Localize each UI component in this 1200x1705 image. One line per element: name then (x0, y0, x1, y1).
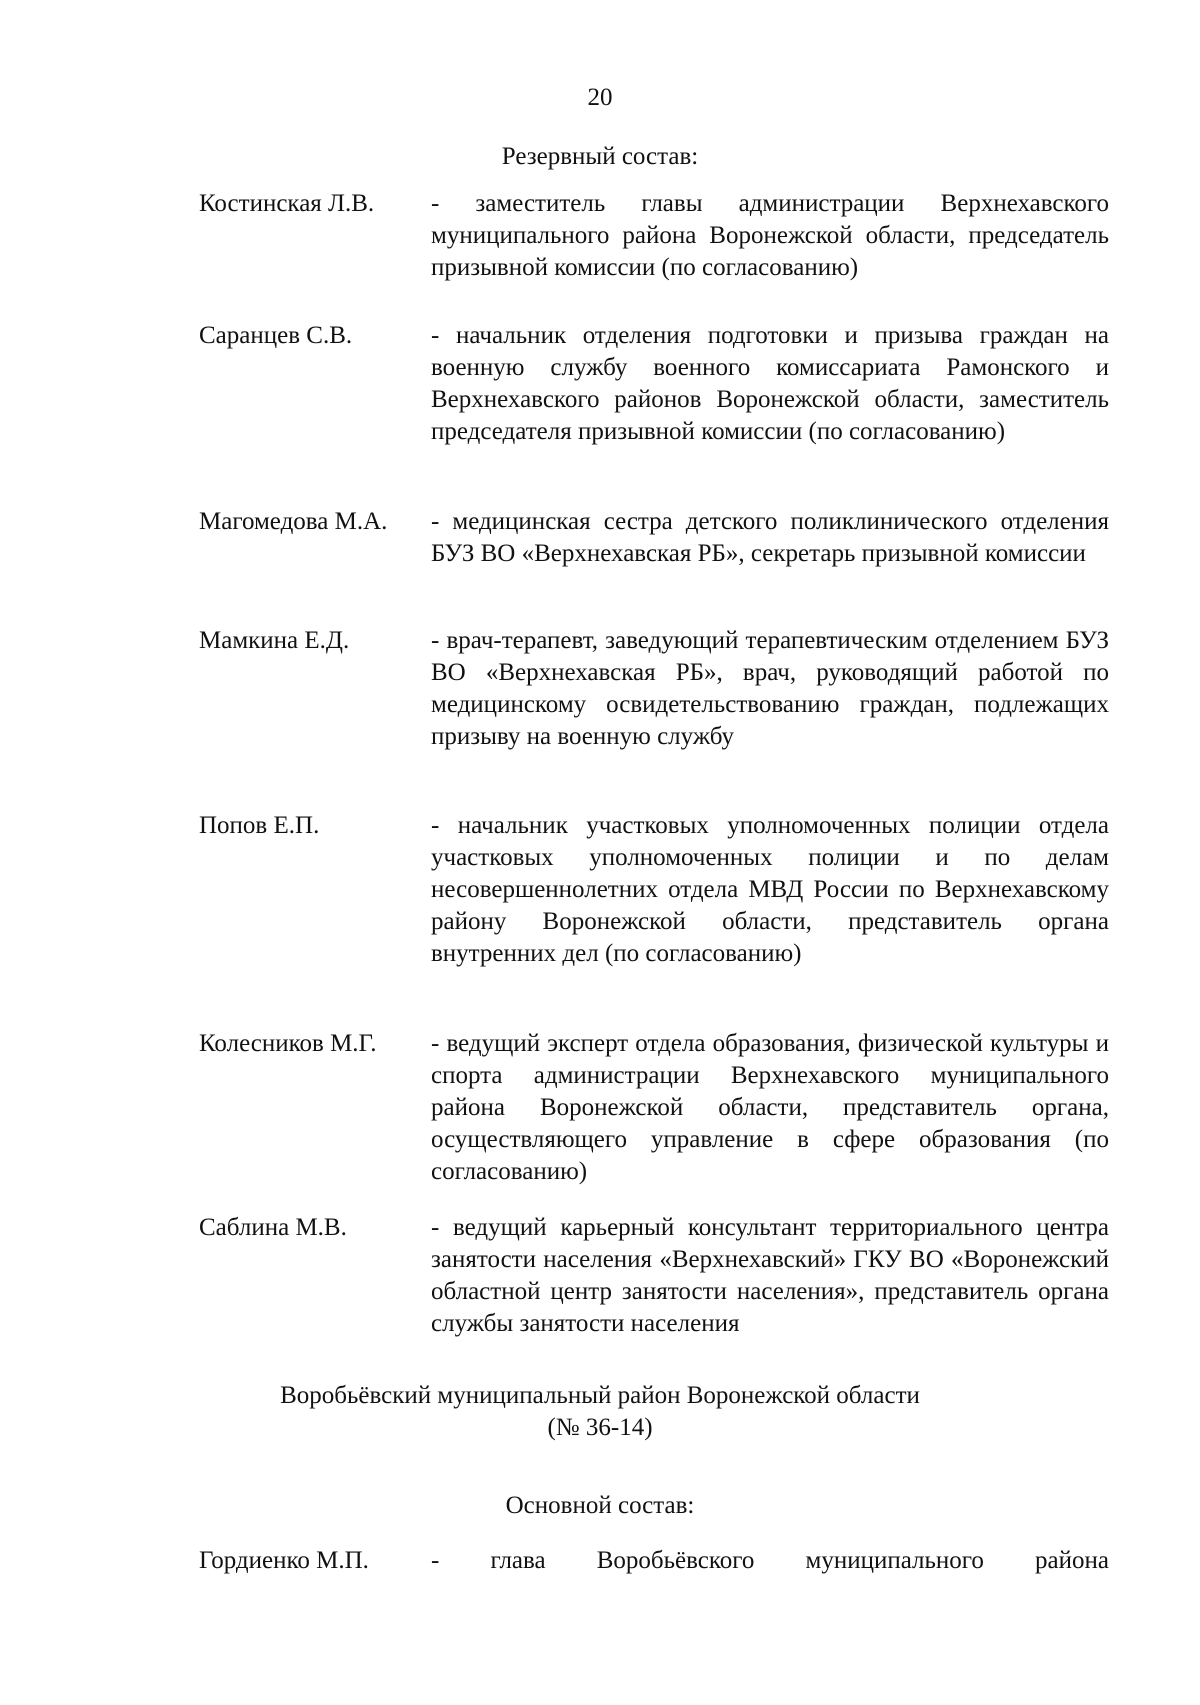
member-entry (199, 1028, 1109, 1188)
member-entry (199, 506, 1109, 570)
page-number: 20 (587, 84, 613, 111)
member-name: Мамкина Е.Д. (199, 627, 350, 654)
member-description: - начальник участковых уполномоченных полиции отдела участковых уполномоченных полиции и по делам несовершеннолетних отдела МВД России по Верхнехавскому району Воронежской области, представитель органа внутренних дел (по согласованию) (431, 812, 1109, 967)
member-entry (199, 1212, 1109, 1340)
member-description: - ведущий карьерный консультант территориального центра занятости населения «Верхнехавский» ГКУ ВО «Воронежский областной центр занятости населения», представитель органа службы занятости населения (431, 1214, 1109, 1337)
member-description: - начальник отделения подготовки и призыва граждан на военную службу военного комиссариата Рамонского и Верхнехавского районов Воронежской области, заместитель председателя призывной комиссии (по согласованию) (431, 322, 1109, 445)
member-name: Саранцев С.В. (199, 322, 353, 349)
member-description: - глава Воробьёвского муниципального района (431, 1547, 1109, 1574)
member-name: Колесников М.Г. (199, 1030, 377, 1057)
member-name: Саблина М.В. (199, 1214, 347, 1241)
district-title: Воробьёвский муниципальный район Воронежской области (280, 1382, 920, 1409)
member-name: Костинская Л.В. (199, 190, 375, 217)
member-name: Магомедова М.А. (199, 508, 388, 535)
member-entry (199, 320, 1109, 448)
member-entry (199, 625, 1109, 753)
member-entry (199, 810, 1109, 970)
member-entry (199, 188, 1109, 284)
district-number: (№ 36-14) (547, 1414, 653, 1441)
member-description: - медицинская сестра детского поликлинического отделения БУЗ ВО «Верхнехавская РБ», секретарь призывной комиссии (431, 508, 1109, 567)
member-name: Гордиенко М.П. (199, 1547, 369, 1574)
reserve-heading: Резервный состав: (501, 143, 699, 170)
member-name: Попов Е.П. (199, 812, 320, 839)
member-description: - ведущий эксперт отдела образования, физической культуры и спорта администрации Верхнехавского муниципального района Воронежской области, представитель органа, осуществляющего управление в сфере образования (по согласованию) (431, 1030, 1109, 1185)
member-description: - врач-терапевт, заведующий терапевтическим отделением БУЗ ВО «Верхнехавская РБ», врач, руководящий работой по медицинскому освидетельствованию граждан, подлежащих призыву на военную службу (431, 627, 1109, 750)
member-description: - заместитель главы администрации Верхнехавского муниципального района Воронежской области, председатель призывной комиссии (по согласованию) (431, 190, 1109, 281)
main-heading: Основной состав: (505, 1492, 695, 1519)
member-entry (199, 1545, 1109, 1577)
